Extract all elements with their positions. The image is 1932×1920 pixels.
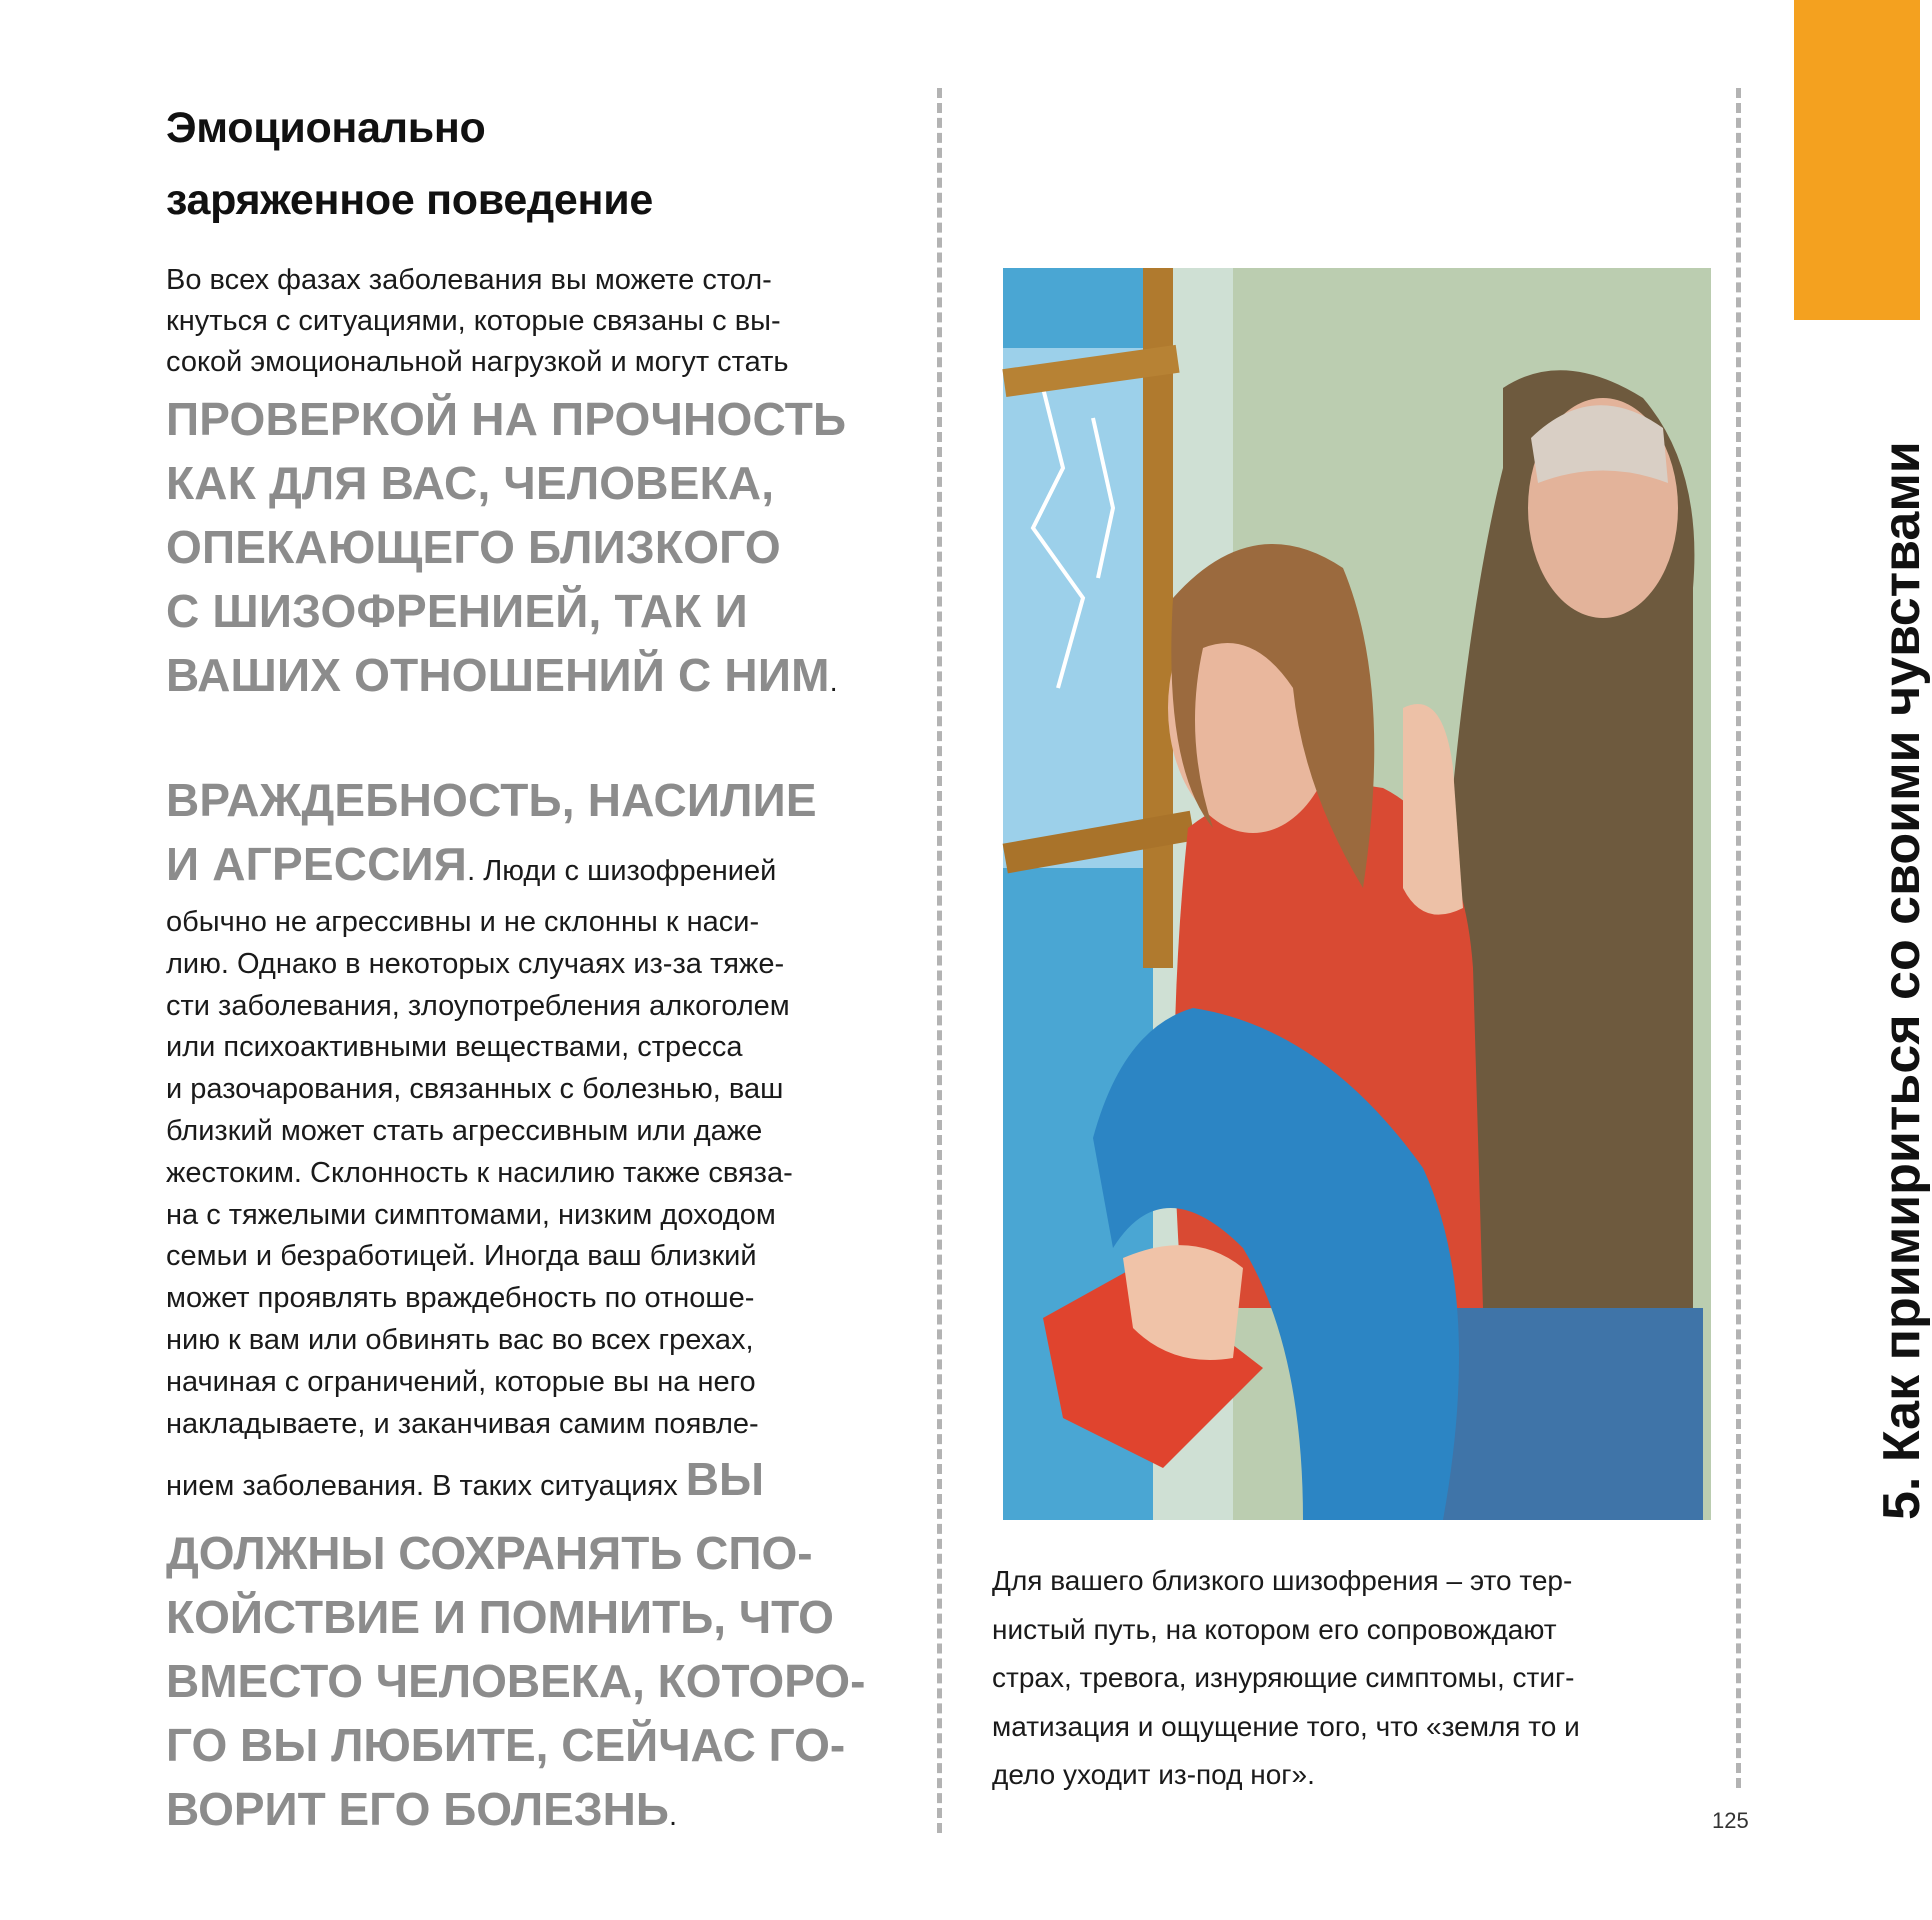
violence-heading-line-2: И АГРЕССИЯ: [166, 838, 468, 890]
intro-emphasis-line: С ШИЗОФРЕНИЕЙ, ТАК И: [166, 585, 748, 637]
main-text-column: [166, 92, 886, 1848]
violence-last-line-text: нием заболевания. В таких ситуациях: [166, 1470, 686, 1503]
violence-paragraph: [166, 902, 886, 1445]
intro-line: кнуться с ситуациями, которые связаны с вы-: [166, 305, 781, 337]
intro-paragraph: [166, 260, 886, 383]
violence-line: нию к вам или обвинять вас во всех грехах,: [166, 1323, 754, 1356]
end-emphasis-last: ВОРИТ ЕГО БОЛЕЗНЬ: [166, 1783, 669, 1836]
dashed-divider-right: [1736, 88, 1741, 1788]
violence-line: начиная с ограничений, которые вы на него: [166, 1365, 756, 1398]
page-number: 125: [1712, 1808, 1749, 1833]
violence-line: накладываете, и заканчивая самим появле-: [166, 1407, 759, 1440]
section-heading-line-1: Эмоционально: [166, 104, 486, 152]
violence-line: на с тяжелыми симптомами, низким доходом: [166, 1198, 776, 1231]
violence-line: или психоактивными веществами, стресса: [166, 1031, 743, 1064]
violence-line: сти заболевания, злоупотребления алкоголем: [166, 989, 790, 1022]
violence-last-line-emphasis: ВЫ: [685, 1453, 765, 1506]
violence-end-emphasis: [166, 1521, 886, 1848]
end-emphasis-line: КОЙСТВИЕ И ПОМНИТЬ, ЧТО: [166, 1591, 834, 1644]
violence-line: семьи и безработицей. Иногда ваш близкий: [166, 1240, 757, 1273]
section-heading-line-2: заряженное поведение: [166, 176, 653, 224]
end-emphasis-line: [166, 1777, 886, 1848]
watercolor-illustration: [1003, 268, 1711, 1520]
caption-line: Для вашего близкого шизофрения – это тер-: [992, 1565, 1573, 1596]
violence-heading: [166, 768, 886, 832]
chapter-tab: [1794, 0, 1920, 320]
violence-line: обычно не агрессивны и не склонны к наси-: [166, 906, 760, 938]
illustration-caption: [992, 1557, 1712, 1800]
end-punct: .: [668, 1800, 678, 1833]
violence-heading-punct: .: [467, 855, 476, 887]
caption-line: нистый путь, на котором его сопровождают: [992, 1613, 1557, 1645]
violence-line: может проявлять враждебность по отноше-: [166, 1282, 755, 1315]
intro-emphasis-line: ОПЕКАЮЩЕГО БЛИЗКОГО: [166, 521, 781, 573]
intro-line: Во всех фазах заболевания вы можете стол-: [166, 264, 772, 296]
caption-line: матизация и ощущение того, что «земля то и: [992, 1710, 1580, 1742]
intro-end-punct: .: [829, 666, 838, 698]
violence-last-line: [166, 1449, 886, 1521]
intro-emphasis-line: КАК ДЛЯ ВАС, ЧЕЛОВЕКА,: [166, 457, 775, 509]
intro-line: сокой эмоциональной нагрузкой и могут стать: [166, 346, 789, 378]
violence-line: и разочарования, связанных с болезнью, ваш: [166, 1073, 784, 1106]
violence-line: лию. Однако в некоторых случаях из-за тяже-: [166, 947, 785, 980]
end-emphasis-line: ГО ВЫ ЛЮБИТЕ, СЕЙЧАС ГО-: [166, 1719, 846, 1772]
violence-line: жестоким. Склонность к насилию также связа-: [166, 1156, 793, 1189]
violence-heading-line-1: ВРАЖДЕБНОСТЬ, НАСИЛИЕ: [166, 774, 817, 826]
chapter-title-vertical: 5. Как примириться со своими чувствами: [1873, 441, 1931, 1520]
caption-line: страх, тревога, изнуряющие симптомы, стиг-: [992, 1662, 1575, 1693]
violence-line: близкий может стать агрессивным или даже: [166, 1114, 763, 1147]
violence-section: [166, 768, 886, 1848]
section-heading: [166, 92, 886, 236]
intro-emphasis: [166, 387, 886, 714]
illustration-svg: [1003, 268, 1711, 1520]
end-emphasis-line: ДОЛЖНЫ СОХРАНЯТЬ СПО-: [166, 1527, 813, 1580]
intro-emphasis-line: ПРОВЕРКОЙ НА ПРОЧНОСТЬ: [166, 393, 847, 445]
caption-line: дело уходит из-под ног».: [992, 1759, 1315, 1790]
end-emphasis-line: ВМЕСТО ЧЕЛОВЕКА, КОТОРО-: [166, 1655, 866, 1708]
dashed-divider-left: [937, 88, 942, 1833]
intro-emphasis-line: [166, 643, 886, 714]
intro-emphasis-last: ВАШИХ ОТНОШЕНИЙ С НИМ: [166, 649, 830, 701]
violence-first-line-tail: Люди с шизофренией: [475, 855, 777, 887]
violence-heading-row: [166, 832, 886, 902]
